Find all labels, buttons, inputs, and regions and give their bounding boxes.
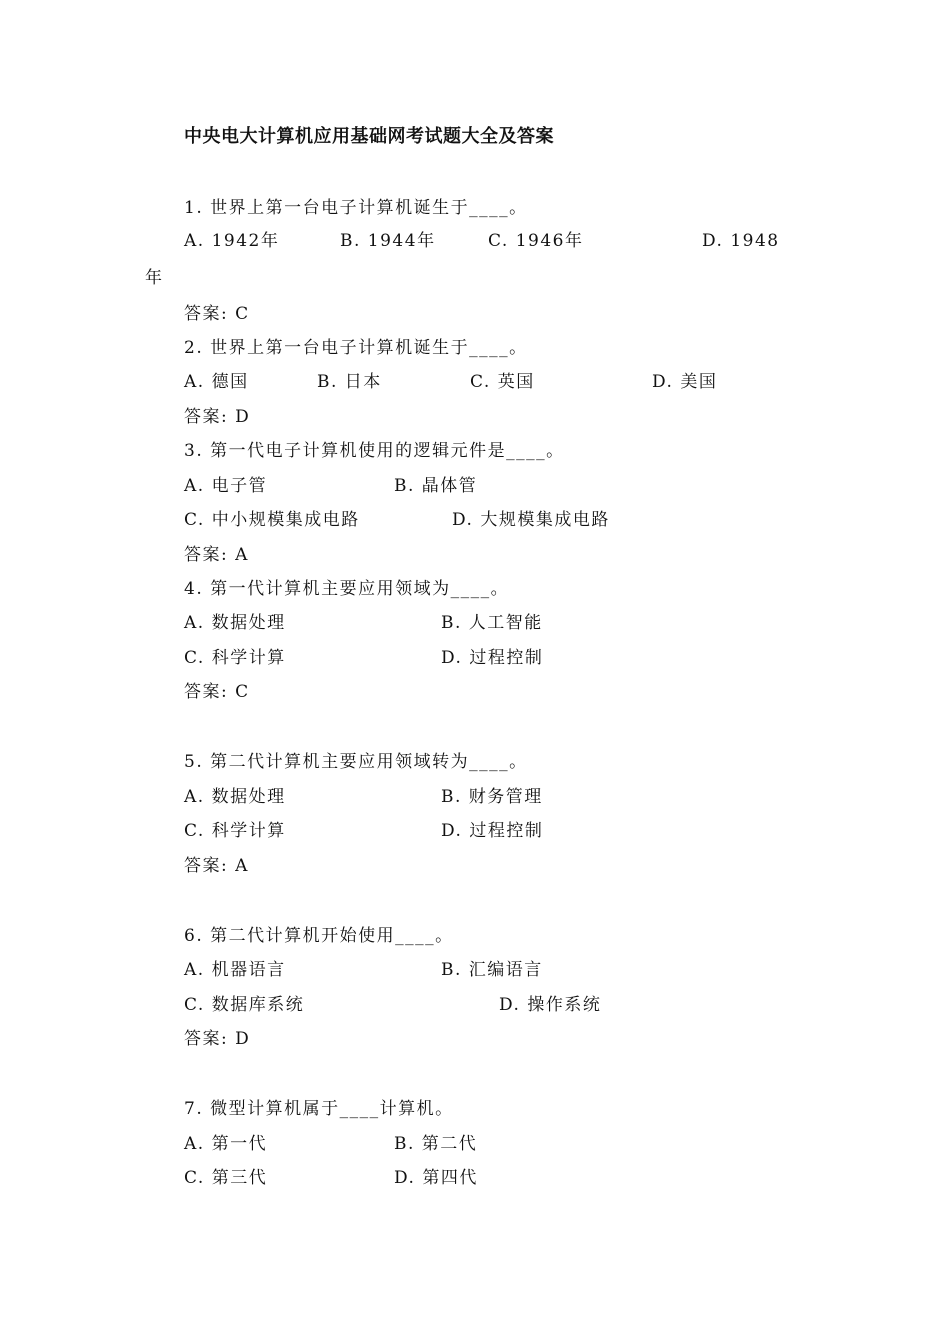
question-6-text: 6. 第二代计算机开始使用____。: [184, 926, 454, 946]
question-1-option-c: C. 1946年: [488, 231, 584, 251]
question-4-text: 4. 第一代计算机主要应用领域为____。: [184, 579, 510, 599]
question-4-option-b: B. 人工智能: [441, 613, 543, 633]
question-5-answer: 答案: A: [184, 856, 249, 876]
question-4-option-a: A. 数据处理: [184, 613, 286, 633]
question-2-option-d: D. 美国: [652, 372, 718, 392]
question-2-answer: 答案: D: [184, 407, 251, 427]
question-1-answer: 答案: C: [184, 304, 250, 324]
question-3-answer: 答案: A: [184, 545, 249, 565]
question-6-option-d: D. 操作系统: [499, 995, 602, 1015]
question-2-option-b: B. 日本: [317, 372, 382, 392]
question-7-option-a: A. 第一代: [184, 1134, 268, 1154]
question-6-option-a: A. 机器语言: [184, 960, 286, 980]
question-2-text: 2. 世界上第一台电子计算机诞生于____。: [184, 338, 528, 358]
question-3-option-c: C. 中小规模集成电路: [184, 510, 360, 530]
question-4-option-d: D. 过程控制: [441, 648, 544, 668]
question-4-option-c: C. 科学计算: [184, 648, 286, 668]
question-3-option-b: B. 晶体管: [394, 476, 478, 496]
question-2-option-a: A. 德国: [184, 372, 249, 392]
question-7-option-d: D. 第四代: [394, 1168, 478, 1188]
question-6-answer: 答案: D: [184, 1029, 251, 1049]
question-7-option-b: B. 第二代: [394, 1134, 478, 1154]
question-3-option-d: D. 大规模集成电路: [452, 510, 610, 530]
question-3-text: 3. 第一代电子计算机使用的逻辑元件是____。: [184, 441, 565, 461]
question-1-option-a: A. 1942年: [184, 231, 280, 251]
question-5-option-d: D. 过程控制: [441, 821, 544, 841]
question-7-text: 7. 微型计算机属于____计算机。: [184, 1099, 454, 1119]
question-1-option-d-wrap: 年: [145, 268, 164, 288]
question-5-text: 5. 第二代计算机主要应用领域转为____。: [184, 752, 528, 772]
question-4-answer: 答案: C: [184, 682, 250, 702]
question-2-option-c: C. 英国: [470, 372, 535, 392]
document-title: 中央电大计算机应用基础网考试题大全及答案: [184, 126, 554, 147]
question-1-option-d: D. 1948: [702, 231, 780, 251]
question-5-option-b: B. 财务管理: [441, 787, 543, 807]
question-5-option-c: C. 科学计算: [184, 821, 286, 841]
question-1-text: 1. 世界上第一台电子计算机诞生于____。: [184, 198, 528, 218]
question-7-option-c: C. 第三代: [184, 1168, 268, 1188]
question-3-option-a: A. 电子管: [184, 476, 268, 496]
question-1-option-b: B. 1944年: [340, 231, 436, 251]
question-6-option-b: B. 汇编语言: [441, 960, 543, 980]
question-6-option-c: C. 数据库系统: [184, 995, 305, 1015]
question-5-option-a: A. 数据处理: [184, 787, 286, 807]
